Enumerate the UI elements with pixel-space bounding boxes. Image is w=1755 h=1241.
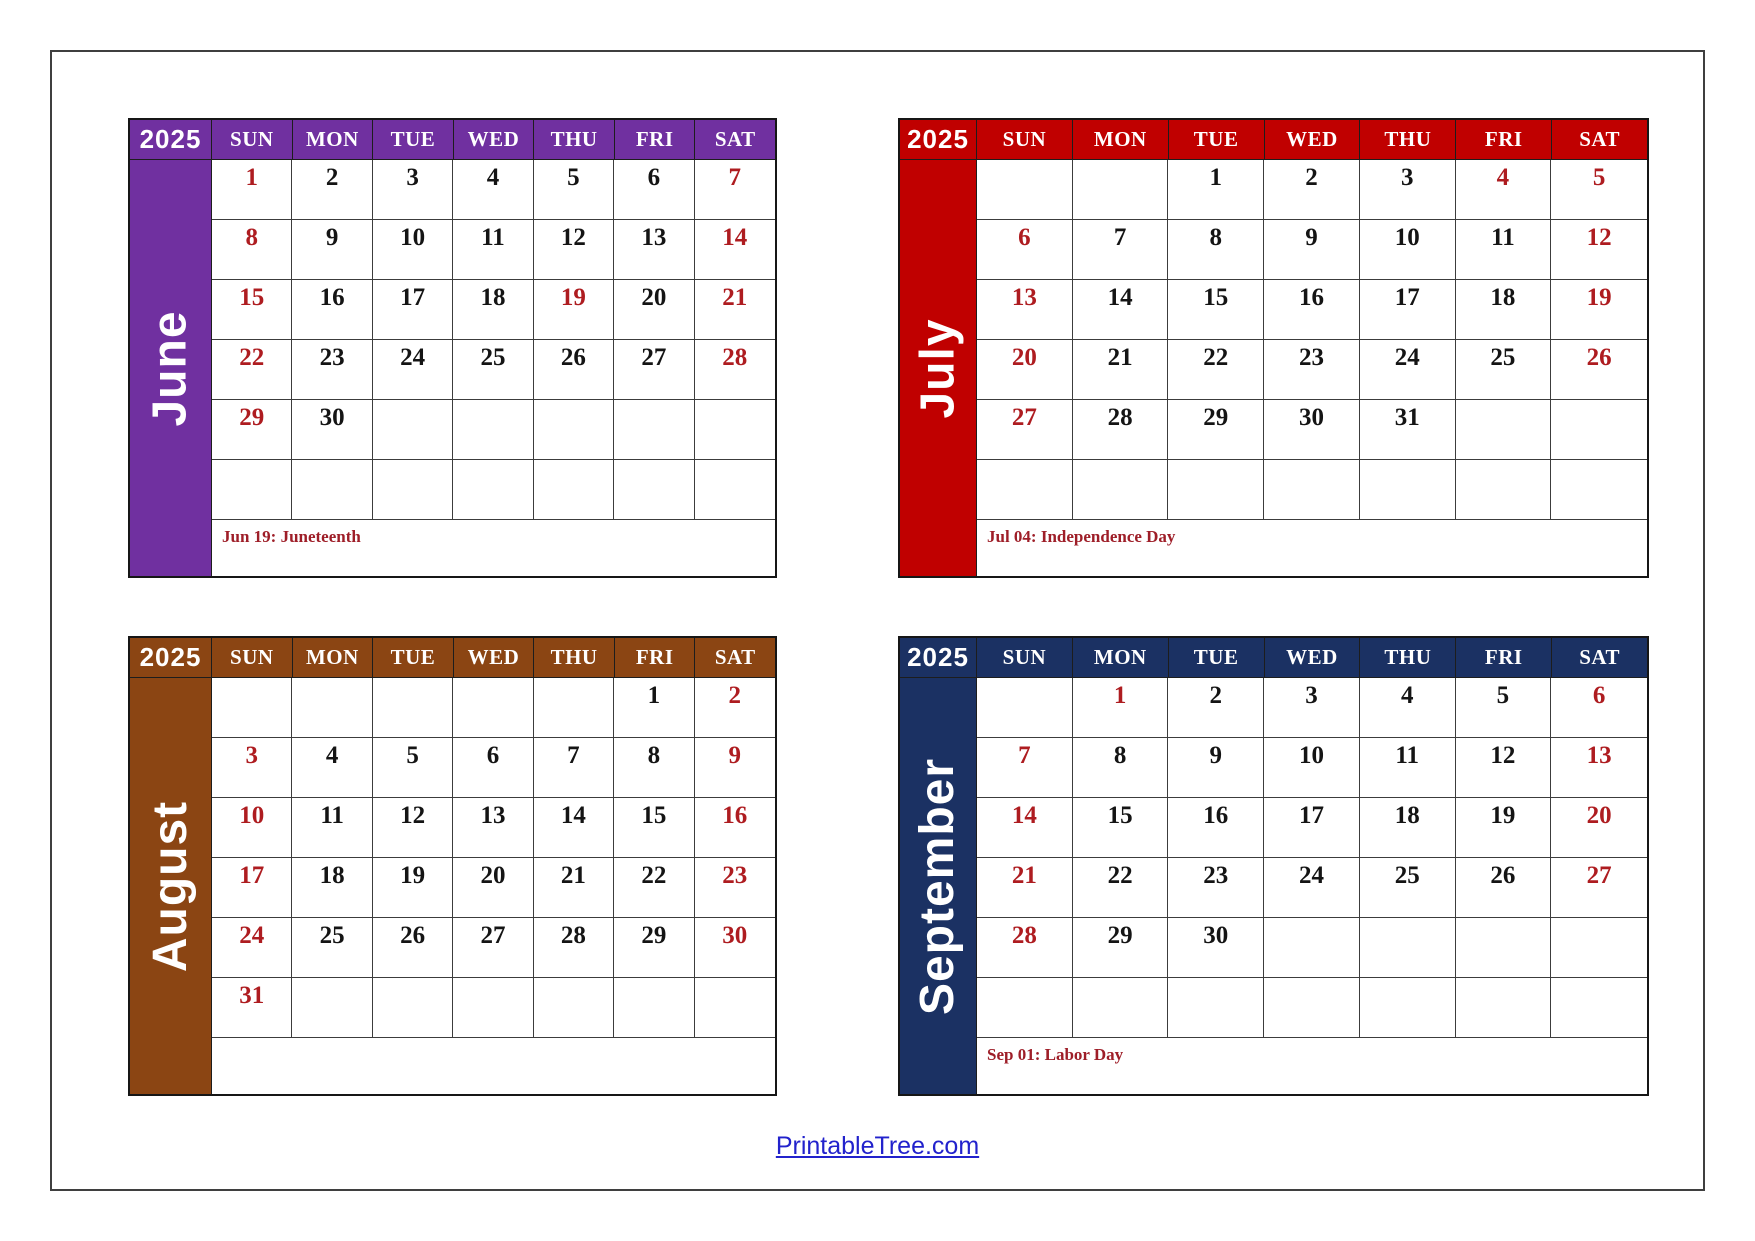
day-header-sat: SAT — [695, 638, 775, 677]
date-cell: 28 — [534, 918, 614, 978]
date-cell: 16 — [292, 280, 372, 340]
date-cell — [1073, 460, 1169, 520]
date-cell: 5 — [1456, 678, 1552, 738]
day-header-sat: SAT — [1552, 638, 1647, 677]
date-cell: 4 — [292, 738, 372, 798]
date-cell: 18 — [1360, 798, 1456, 858]
date-cell: 5 — [534, 160, 614, 220]
date-cell — [1551, 400, 1647, 460]
date-cell: 5 — [1551, 160, 1647, 220]
date-cell: 29 — [1168, 400, 1264, 460]
date-cell: 7 — [1073, 220, 1169, 280]
date-cell: 21 — [1073, 340, 1169, 400]
date-cell: 1 — [1168, 160, 1264, 220]
dates-grid — [212, 160, 775, 520]
date-cell: 11 — [453, 220, 533, 280]
date-cell: 22 — [1073, 858, 1169, 918]
date-cell: 21 — [534, 858, 614, 918]
date-cell — [1551, 918, 1647, 978]
date-cell — [534, 678, 614, 738]
date-cell: 24 — [1264, 858, 1360, 918]
day-header-wed: WED — [1265, 120, 1361, 159]
date-cell — [695, 978, 775, 1038]
date-cell: 23 — [1264, 340, 1360, 400]
day-header-sun: SUN — [212, 120, 293, 159]
day-header-sun: SUN — [977, 638, 1073, 677]
date-cell: 11 — [292, 798, 372, 858]
date-cell: 27 — [977, 400, 1073, 460]
date-cell: 20 — [453, 858, 533, 918]
year-label: 2025 — [900, 638, 977, 677]
date-cell: 22 — [1168, 340, 1264, 400]
date-cell: 12 — [534, 220, 614, 280]
date-cell: 19 — [373, 858, 453, 918]
date-cell: 3 — [1360, 160, 1456, 220]
footer — [0, 1132, 1755, 1161]
year-label: 2025 — [900, 120, 977, 159]
calendar-body — [900, 160, 1647, 576]
date-cell: 30 — [695, 918, 775, 978]
calendar-body — [130, 160, 775, 576]
month-sidebar — [130, 678, 212, 1094]
date-cell: 9 — [1168, 738, 1264, 798]
date-cell: 18 — [292, 858, 372, 918]
date-cell — [1360, 460, 1456, 520]
date-cell: 29 — [1073, 918, 1169, 978]
date-cell: 7 — [695, 160, 775, 220]
date-cell: 26 — [534, 340, 614, 400]
day-header-fri: FRI — [1456, 638, 1552, 677]
date-cell — [453, 400, 533, 460]
date-cell: 31 — [1360, 400, 1456, 460]
date-cell — [292, 460, 372, 520]
dates-grid — [977, 160, 1647, 520]
date-cell: 14 — [534, 798, 614, 858]
month-sidebar — [900, 678, 977, 1094]
month-name: June — [144, 309, 197, 427]
date-cell — [977, 460, 1073, 520]
date-cell: 13 — [1551, 738, 1647, 798]
date-cell — [534, 978, 614, 1038]
date-cell: 1 — [212, 160, 292, 220]
date-cell: 8 — [1073, 738, 1169, 798]
date-cell: 14 — [1073, 280, 1169, 340]
day-header-fri: FRI — [615, 638, 696, 677]
date-cell: 17 — [212, 858, 292, 918]
date-cell: 25 — [1456, 340, 1552, 400]
date-cell — [614, 978, 694, 1038]
day-header-tue: TUE — [1169, 120, 1265, 159]
date-cell — [292, 678, 372, 738]
date-cell — [212, 460, 292, 520]
date-cell: 28 — [1073, 400, 1169, 460]
date-cell: 6 — [977, 220, 1073, 280]
date-cell: 21 — [695, 280, 775, 340]
year-label: 2025 — [130, 120, 212, 159]
date-cell: 23 — [695, 858, 775, 918]
footer-link[interactable]: PrintableTree.com — [775, 1132, 980, 1160]
date-cell — [292, 978, 372, 1038]
date-cell: 7 — [534, 738, 614, 798]
date-cell: 30 — [292, 400, 372, 460]
date-cell — [373, 678, 453, 738]
date-cell: 20 — [977, 340, 1073, 400]
date-cell: 2 — [1168, 678, 1264, 738]
date-cell — [1360, 918, 1456, 978]
date-cell: 1 — [1073, 678, 1169, 738]
date-cell: 13 — [977, 280, 1073, 340]
day-header-sun: SUN — [977, 120, 1073, 159]
date-cell: 30 — [1264, 400, 1360, 460]
date-cell: 3 — [212, 738, 292, 798]
date-cell: 12 — [373, 798, 453, 858]
day-header-wed: WED — [1265, 638, 1361, 677]
date-cell — [1264, 978, 1360, 1038]
date-cell: 6 — [453, 738, 533, 798]
date-cell: 11 — [1360, 738, 1456, 798]
calendar-body — [130, 678, 775, 1094]
date-cell: 27 — [453, 918, 533, 978]
month-name: July — [911, 317, 965, 419]
day-header-tue: TUE — [1169, 638, 1265, 677]
date-cell: 27 — [614, 340, 694, 400]
date-cell: 12 — [1456, 738, 1552, 798]
date-cell: 4 — [1456, 160, 1552, 220]
date-cell: 16 — [1264, 280, 1360, 340]
day-header-thu: THU — [1360, 638, 1456, 677]
date-cell — [614, 400, 694, 460]
date-cell: 12 — [1551, 220, 1647, 280]
calendar-june — [128, 118, 777, 578]
date-cell: 13 — [453, 798, 533, 858]
date-cell — [1264, 460, 1360, 520]
date-cell: 30 — [1168, 918, 1264, 978]
date-cell: 26 — [1551, 340, 1647, 400]
date-cell: 4 — [453, 160, 533, 220]
calendar-grid-area — [977, 160, 1647, 576]
holiday-note: Jul 04: Independence Day — [987, 527, 1176, 546]
date-cell — [373, 400, 453, 460]
date-cell: 3 — [373, 160, 453, 220]
holiday-note: Sep 01: Labor Day — [987, 1045, 1124, 1064]
date-cell — [453, 460, 533, 520]
date-cell: 24 — [212, 918, 292, 978]
calendar-grid-area — [212, 678, 775, 1094]
date-cell: 26 — [373, 918, 453, 978]
date-cell: 15 — [1073, 798, 1169, 858]
date-cell: 9 — [695, 738, 775, 798]
calendar-july — [898, 118, 1649, 578]
holiday-note — [212, 1038, 775, 1094]
date-cell — [1456, 400, 1552, 460]
date-cell: 15 — [614, 798, 694, 858]
date-cell — [1264, 918, 1360, 978]
date-cell: 1 — [614, 678, 694, 738]
date-cell: 3 — [1264, 678, 1360, 738]
calendar-september — [898, 636, 1649, 1096]
date-cell: 18 — [1456, 280, 1552, 340]
date-cell: 19 — [1551, 280, 1647, 340]
dates-grid — [212, 678, 775, 1038]
date-cell: 16 — [1168, 798, 1264, 858]
date-cell — [1456, 918, 1552, 978]
day-header-wed: WED — [454, 638, 535, 677]
date-cell — [453, 678, 533, 738]
date-cell — [977, 160, 1073, 220]
date-cell: 26 — [1456, 858, 1552, 918]
day-header-fri: FRI — [1456, 120, 1552, 159]
month-sidebar — [900, 160, 977, 576]
date-cell: 16 — [695, 798, 775, 858]
day-header-wed: WED — [454, 120, 535, 159]
date-cell: 20 — [614, 280, 694, 340]
date-cell — [977, 978, 1073, 1038]
date-cell: 18 — [453, 280, 533, 340]
date-cell: 14 — [977, 798, 1073, 858]
day-header-sun: SUN — [212, 638, 293, 677]
calendar-header-row — [900, 120, 1647, 160]
date-cell: 6 — [1551, 678, 1647, 738]
year-label: 2025 — [130, 638, 212, 677]
date-cell: 5 — [373, 738, 453, 798]
date-cell: 19 — [534, 280, 614, 340]
day-header-thu: THU — [534, 120, 615, 159]
month-name: September — [911, 757, 965, 1015]
calendar-header-row — [900, 638, 1647, 678]
date-cell — [1551, 978, 1647, 1038]
date-cell: 2 — [695, 678, 775, 738]
date-cell — [534, 460, 614, 520]
date-cell: 22 — [614, 858, 694, 918]
date-cell — [373, 460, 453, 520]
calendar-header-row — [130, 638, 775, 678]
date-cell: 24 — [373, 340, 453, 400]
date-cell: 20 — [1551, 798, 1647, 858]
date-cell: 21 — [977, 858, 1073, 918]
date-cell: 10 — [1264, 738, 1360, 798]
date-cell — [614, 460, 694, 520]
date-cell: 31 — [212, 978, 292, 1038]
date-cell: 6 — [614, 160, 694, 220]
date-cell: 24 — [1360, 340, 1456, 400]
date-cell — [1551, 460, 1647, 520]
date-cell — [1168, 460, 1264, 520]
day-header-fri: FRI — [615, 120, 696, 159]
day-header-mon: MON — [293, 120, 374, 159]
date-cell — [695, 400, 775, 460]
date-cell: 9 — [1264, 220, 1360, 280]
date-cell: 17 — [373, 280, 453, 340]
date-cell — [373, 978, 453, 1038]
month-sidebar — [130, 160, 212, 576]
date-cell: 9 — [292, 220, 372, 280]
date-cell: 8 — [614, 738, 694, 798]
day-header-tue: TUE — [373, 638, 454, 677]
date-cell — [1360, 978, 1456, 1038]
date-cell — [695, 460, 775, 520]
date-cell: 13 — [614, 220, 694, 280]
date-cell — [977, 678, 1073, 738]
date-cell: 17 — [1264, 798, 1360, 858]
date-cell: 15 — [212, 280, 292, 340]
date-cell: 4 — [1360, 678, 1456, 738]
date-cell: 14 — [695, 220, 775, 280]
date-cell: 10 — [373, 220, 453, 280]
calendar-grid-area — [977, 678, 1647, 1094]
calendar-body — [900, 678, 1647, 1094]
date-cell: 7 — [977, 738, 1073, 798]
date-cell: 23 — [292, 340, 372, 400]
date-cell: 25 — [292, 918, 372, 978]
calendar-header-row — [130, 120, 775, 160]
date-cell: 29 — [614, 918, 694, 978]
date-cell: 27 — [1551, 858, 1647, 918]
date-cell: 10 — [1360, 220, 1456, 280]
date-cell: 19 — [1456, 798, 1552, 858]
date-cell — [212, 678, 292, 738]
date-cell — [1456, 978, 1552, 1038]
date-cell: 28 — [695, 340, 775, 400]
day-header-tue: TUE — [373, 120, 454, 159]
date-cell: 25 — [453, 340, 533, 400]
date-cell: 22 — [212, 340, 292, 400]
day-header-mon: MON — [293, 638, 374, 677]
day-header-thu: THU — [1360, 120, 1456, 159]
date-cell: 15 — [1168, 280, 1264, 340]
day-header-mon: MON — [1073, 638, 1169, 677]
date-cell: 25 — [1360, 858, 1456, 918]
date-cell: 11 — [1456, 220, 1552, 280]
dates-grid — [977, 678, 1647, 1038]
date-cell: 29 — [212, 400, 292, 460]
date-cell — [1168, 978, 1264, 1038]
date-cell: 2 — [1264, 160, 1360, 220]
date-cell — [1456, 460, 1552, 520]
date-cell — [453, 978, 533, 1038]
date-cell: 23 — [1168, 858, 1264, 918]
date-cell: 2 — [292, 160, 372, 220]
date-cell: 8 — [212, 220, 292, 280]
day-header-thu: THU — [534, 638, 615, 677]
day-header-mon: MON — [1073, 120, 1169, 159]
calendar-grid-area — [212, 160, 775, 576]
calendar-august — [128, 636, 777, 1096]
holiday-note: Jun 19: Juneteenth — [222, 527, 361, 546]
day-header-sat: SAT — [695, 120, 775, 159]
date-cell — [1073, 160, 1169, 220]
date-cell — [534, 400, 614, 460]
day-header-sat: SAT — [1552, 120, 1647, 159]
date-cell: 10 — [212, 798, 292, 858]
date-cell — [1073, 978, 1169, 1038]
date-cell: 17 — [1360, 280, 1456, 340]
month-name: August — [144, 800, 197, 972]
date-cell: 28 — [977, 918, 1073, 978]
date-cell: 8 — [1168, 220, 1264, 280]
